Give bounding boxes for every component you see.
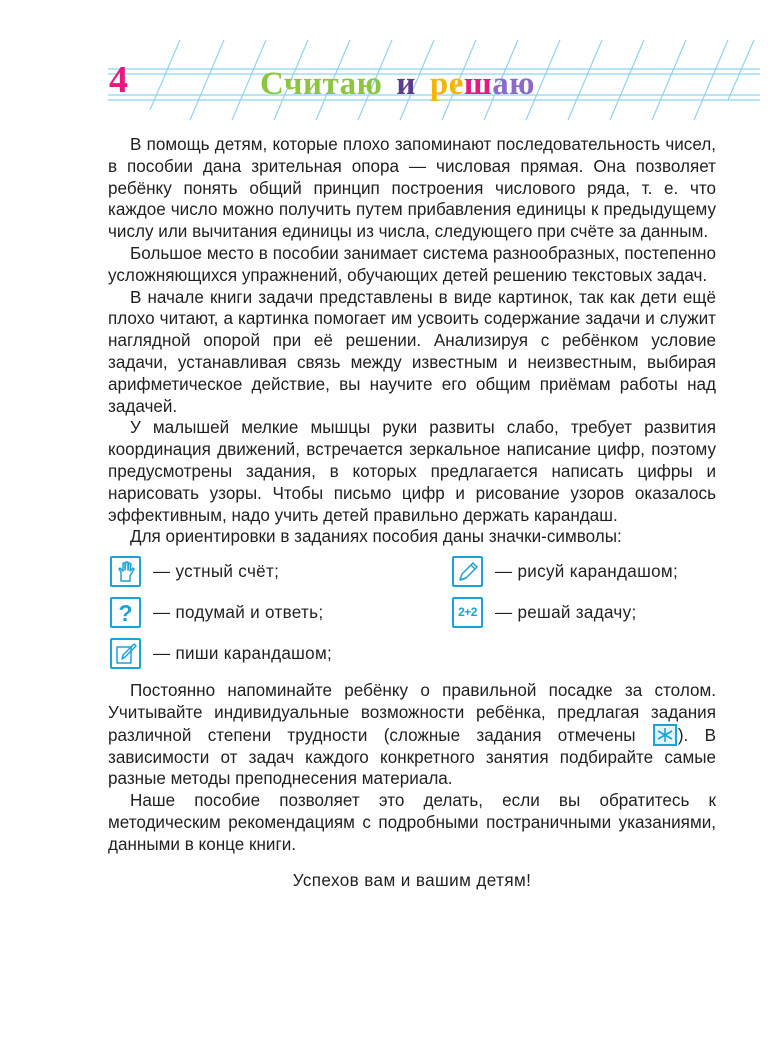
title-word [430,66,535,102]
write-pencil-icon [110,638,141,669]
symbol-legend [108,556,716,680]
paragraph: В начале книги задачи представлены в виде картинок, так как дети ещё плохо читают, а картинка помогает им усвоить содержание задачи и служит наглядной опорой при её решении. Анализируя с ребёнком условие задачи, устанавливая связь между известным и неизвестным, выбирая арифметическое действие, вы научите его общим приёмам работы над задачей. [108,287,716,416]
legend-item-write [110,638,332,669]
page-number: 4 [109,59,128,101]
paragraph: Большое место в пособии занимает система разнообразных, постепенно усложняющихся упражнений, обучающих детей решению текстовых задач. [108,243,716,285]
title-word-part: Считаю [260,66,383,102]
snowflake-icon [653,724,677,746]
paragraph: У малышей мелкие мышцы руки развиты слабо, требует развития координация движений, встречается зеркальное написание цифр, поэтому предусмотрены задания, в которых предлагается написать цифры и нарисовать узоры. Чтобы письмо цифр и рисование узоров оказалось эффективным, надо учить детей правильно держать карандаш. [108,418,716,525]
main-text [108,134,716,891]
title-word [396,66,416,102]
legend-item-oral [110,556,279,587]
title-word-part: ре [429,66,464,102]
legend-item-draw [452,556,678,587]
question-icon: ? [110,597,141,628]
paragraph: Наше пособие позволяет это делать, если вы обратитесь к методическим рекомендациям с подробными постраничными указаниями, данными в конце книги. [108,791,716,854]
paragraph: Постоянно напоминайте ребёнку о правильной посадке за столом. Учитывайте индивидуальные возможности ребёнка, предлагая задания различной степени трудности (сложные задания отмечены ). В зависимости от задач каждого конкретного занятия подбирайте самые разные методы преподнесения материала. [108,681,717,789]
closing-line: Успехов вам и вашим детям! [292,870,532,890]
title-word-part: и [396,66,416,102]
title-word-part: аю [492,66,535,102]
paragraph: В помощь детям, которые плохо запоминают последовательность чисел, в пособии дана зрительная опора — числовая прямая. Она позволяет ребёнку понять общий принцип построения числового ряда, т. е. что каждое число можно получить путем прибавления единицы к предыдущему числу или вычитания единицы из числа, следующего при счёте за данным. [108,135,716,242]
legend-item-think [110,597,323,628]
legend-label: — подумай и ответь; [153,602,324,622]
legend-label: — решай задачу; [495,602,637,622]
page-title [260,64,549,104]
legend-item-solve [452,597,637,628]
legend-label: — пиши карандашом; [153,643,333,663]
title-word-part: ш [463,66,493,102]
legend-label: — устный счёт; [153,561,280,581]
pencil-icon [452,556,483,587]
title-word [260,66,382,102]
two-plus-two-icon: 2+2 [452,597,483,628]
paragraph: Для ориентировки в заданиях пособия даны значки-символы: [130,527,622,547]
legend-label: — рисуй карандашом; [495,561,679,581]
hand-icon [110,556,141,587]
